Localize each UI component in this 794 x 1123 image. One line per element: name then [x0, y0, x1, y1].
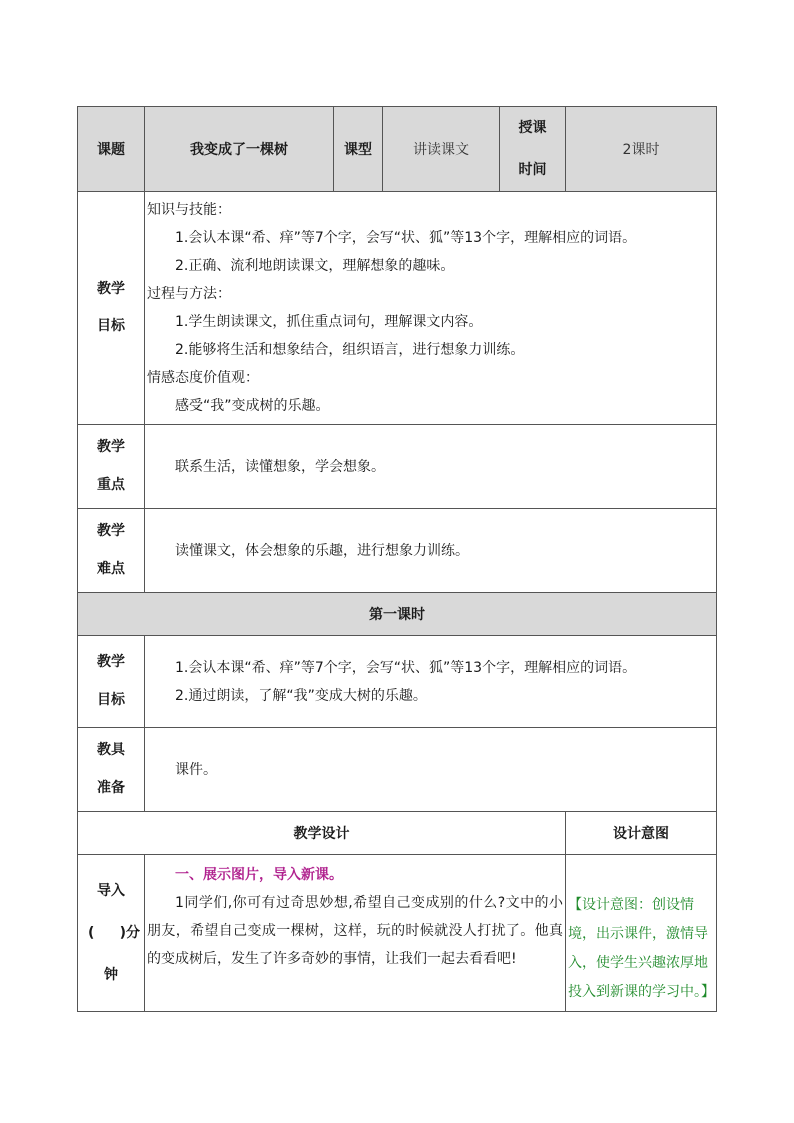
difficulties-label-line1: 教学 [97, 523, 125, 540]
tools-label-line2: 准备 [97, 779, 125, 796]
hours-value: 2课时 [566, 107, 717, 192]
intro-label [78, 855, 145, 1012]
difficulties-row [78, 509, 717, 593]
difficulties-label-line2: 难点 [97, 560, 125, 577]
lesson1-objectives-content [145, 636, 717, 728]
intro-label-paren-open: ( [88, 925, 95, 941]
intro-step-title: 一、展示图片，导入新课。 [175, 867, 343, 883]
intro-label-line2 [78, 912, 144, 954]
design-column-header: 教学设计 [78, 812, 566, 855]
difficulties-text: 读懂课文，体会想象的乐趣，进行想象力训练。 [145, 509, 717, 593]
emotion-item-1: 感受“我”变成树的乐趣。 [175, 398, 330, 414]
lesson1-objective-1: 1.会认本课“希、痒”等7个字，会写“状、狐”等13个字，理解相应的词语。 [175, 659, 637, 676]
lesson1-objectives-row [78, 636, 717, 728]
time-label-line2: 时间 [518, 162, 547, 178]
knowledge-item-1: 1.会认本课“希、痒”等7个字，会写“状、狐”等13个字，理解相应的词语。 [175, 230, 637, 246]
intent-column-header: 设计意图 [566, 812, 717, 855]
key-points-label-line2: 重点 [97, 476, 125, 493]
process-item-2: 2.能够将生活和想象结合，组织语言，进行想象力训练。 [175, 342, 525, 358]
time-label-line1: 授课 [518, 120, 547, 136]
intro-label-paren-close: )分 [119, 925, 140, 941]
key-points-label [78, 425, 145, 509]
intro-intent: 【设计意图：创设情境，出示课件，激情导入，使学生兴趣浓厚地投入到新课的学习中。】 [566, 855, 717, 1012]
process-item-1: 1.学生朗读课文，抓住重点词句，理解课文内容。 [175, 314, 483, 330]
header-row [78, 107, 717, 192]
difficulties-label [78, 509, 145, 593]
tools-row [78, 728, 717, 812]
lesson1-title-row [78, 593, 717, 636]
intro-content [145, 855, 566, 1012]
tools-text: 课件。 [145, 728, 717, 812]
lesson1-objectives-label-line2: 目标 [97, 691, 125, 708]
objectives-label [78, 192, 145, 425]
lesson-plan-table [77, 106, 717, 1012]
key-points-label-line1: 教学 [97, 439, 125, 456]
lesson1-objective-2: 2.通过朗读，了解“我”变成大树的乐趣。 [175, 687, 427, 704]
topic-label: 课题 [78, 107, 145, 192]
tools-label [78, 728, 145, 812]
knowledge-item-2: 2.正确、流利地朗读课文，理解想象的趣味。 [175, 258, 455, 274]
tools-label-line1: 教具 [97, 742, 125, 759]
emotion-title: 情感态度价值观： [147, 370, 259, 386]
knowledge-title: 知识与技能： [147, 202, 231, 218]
time-label [500, 107, 566, 192]
key-points-row [78, 425, 717, 509]
objectives-content [145, 192, 717, 425]
lesson1-title: 第一课时 [78, 593, 717, 636]
process-title: 过程与方法： [147, 286, 231, 302]
intro-label-line1: 导入 [97, 883, 125, 899]
type-value: 讲读课文 [383, 107, 500, 192]
objectives-row [78, 192, 717, 425]
objectives-label-line2: 目标 [97, 318, 125, 334]
intro-row [78, 855, 717, 1012]
topic-value: 我变成了一棵树 [145, 107, 334, 192]
objectives-label-line1: 教学 [97, 280, 125, 297]
design-header-row [78, 812, 717, 855]
lesson1-objectives-label-line1: 教学 [97, 654, 125, 671]
lesson1-objectives-label [78, 636, 145, 728]
key-points-text: 联系生活，读懂想象，学会想象。 [145, 425, 717, 509]
type-label: 课型 [334, 107, 383, 192]
intro-label-line3: 钟 [104, 967, 118, 983]
intro-step-text: 1同学们,你可有过奇思妙想,希望自己变成别的什么?文中的小朋友，希望自己变成一棵树，这样，玩的时候就没人打扰了。他真的变成树后，发生了许多奇妙的事情，让我们一起去看看吧! [147, 895, 563, 967]
